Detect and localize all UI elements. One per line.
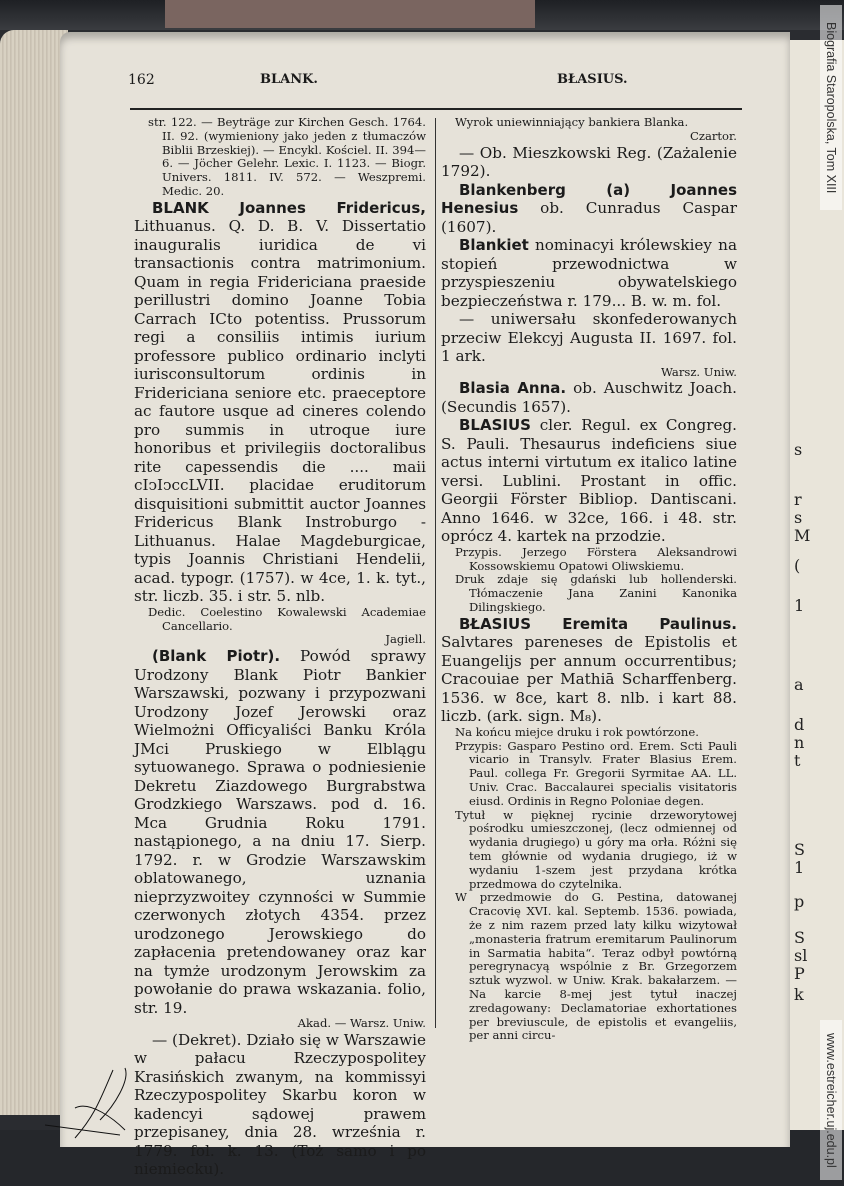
signature-mark [45, 1060, 135, 1140]
library-location: Czartor. [689, 128, 737, 143]
note-text: Na końcu miejce druku i rok powtórzone. [455, 724, 699, 739]
facing-page-fragment: S [794, 840, 805, 859]
facing-page-fragment: p [794, 892, 805, 911]
left-column [134, 116, 426, 1179]
entry-text: ob. Auschwitz Joach. (Secundis 1657). [441, 379, 737, 416]
note-text: Przypis: Gasparo Pestino ord. Erem. Scti Pauli vicario in Transylv. Frater Blasius Erem. Paul. collega Fr. Gregorii Syrmitae AA. LL. Univ. Crac. Baccalaurei specialis visitatoris eiusd. Ordinis in Regno Poloniae degen. [455, 738, 737, 808]
entry-headword: Blasia Anna. [459, 379, 567, 398]
bibliography-entry [441, 181, 737, 237]
note-text: Tytuł w pięknej rycinie drzeworytowej pośrodku umieszczonej, (lecz odmiennej od wydania drugiego) u góry ma orła. Różni się tem głównie od wydania drugiego, iż w wydaniu 1-szem jest przydana krótka przedmowa do czytelnika. [455, 807, 737, 891]
entry-headword: Blankiet [459, 236, 529, 255]
entry-paragraph: — uniwersału skonfederowanych przeciw Elekcyj Augusta II. 1697. fol. 1 ark. [441, 310, 737, 366]
facing-page-fragment: r [794, 490, 802, 509]
facing-page-fragment: a [794, 675, 804, 694]
entry-text: Powód sprawy Urodzony Blank Piotr Bankier Warszawski, pozwany i przypozwani Urodzony Jozef Jerowski oraz Wielmożni Officyaliści Banku Króla JMci Pruskiego w Elblągu sytuowanego. Sprawa o podniesienie Dekretu Ziazdowego Burgrabstwa Grodzkiego Warszaws. pod d. 16. Mca Grudnia Roku 1791. nastąpionego, a na dniu 17. Sierp. 1792. r. w Grodzie Warszawskim oblatowanego, uznania nieprzyzwoitey czynności w Summie czerwonych złotych 4354. przez urodzonego Jerowskiego do zapłacenia pretendowaney oraz kar na tymże urodzonym Jerowskim za powołanie do prawa wskazania. folio, str. 19. [134, 647, 426, 1017]
running-head-right: BŁASIUS. [557, 72, 628, 87]
library-location: Warsz. Uniw. [661, 364, 737, 379]
bibliography-entry [441, 379, 737, 416]
facing-page-fragment: t [794, 751, 801, 770]
facing-page-fragment: S [794, 928, 805, 947]
entry-text: nominacyi królewskiey na stopień przewodnictwa w przyspieszeniu obywatelskiego bezpieczeństwa r. 179... B. w. m. fol. [441, 236, 737, 310]
facing-page-fragment: M [794, 526, 811, 545]
facing-page-fragment: 1 [794, 596, 805, 615]
entry-text: Lithuanus. Q. D. B. V. Dissertatio inauguralis iuridica de vi transactionis contra matrimonium. Quam in regia Fridericiana praeside perillustri domino Joanne Tobia Carrach ICto potentiss. Prussorum regi a consiliis intimis iurium professore publico ordinario inclyti iurisconsultorum ordinis in Fridericiana seniore etc. praeceptore ac fautore usque ad cineres colendo pro summis in utroque iure honoribus et privilegiis doctoralibus rite capessendis die .... maii cIↄIↄccLVII. placidae eruditorum disquisitioni submittit auctor Joannes Fridericus Blank Instroburgo - Lithuanus. Halae Magdeburgicae, typis Joannis Christiani Hendelii, acad. typogr. (1757). w 4ce, 1. k. tyt., str. liczb. 35. i str. 5. nlb. [134, 217, 426, 606]
facing-page-fragment: P [794, 964, 805, 983]
entry-headword: (Blank Piotr). [152, 647, 281, 666]
note-text: Przypis. Jerzego Förstera Aleksandrowi Kossowskiemu Opatowi Oliwskiemu. [455, 544, 737, 573]
facing-page-fragment: ( [794, 556, 801, 575]
note-text: Druk zdaje się gdański lub hollenderski. Tłómaczenie Jana Zanini Kanonika Dilingskiego. [455, 572, 737, 615]
library-location: Jagiell. [385, 632, 426, 647]
bookmark-ribbon [165, 0, 535, 28]
website-label[interactable]: www.estreicher.uj.edu.pl [820, 1020, 842, 1180]
facing-page-fragment: k [794, 985, 804, 1004]
running-head-left: BLANK. [260, 72, 318, 87]
facing-page-fragment: sl [794, 946, 808, 965]
bibliography-entry [134, 647, 426, 1017]
facing-page-fragment: n [794, 733, 805, 752]
entry-headword: BLASIUS [459, 416, 531, 435]
right-column [441, 116, 737, 1043]
page-number: 162 [128, 72, 155, 88]
collection-label: Biografia Staropolska, Tom XIII [820, 5, 842, 210]
column-divider [435, 118, 436, 1028]
bibliography-entry [134, 199, 426, 606]
facing-page-fragment: d [794, 715, 805, 734]
library-location: Akad. — Warsz. Uniw. [297, 1016, 426, 1031]
entry-paragraph: — (Dekret). Działo się w Warszawie w pałacu Rzeczypospolitey Krasińskich zwanym, na kommissyi Rzeczypospolitey Skarbu koron w kadencyi sądowej prawem przepisaney, dnia 28. września r. 1779. fol. k. 13. (Toż samo i po niemiecku). [134, 1030, 426, 1179]
page-edges [0, 30, 68, 1115]
note-text: W przedmowie do G. Pestina, datowanej Cracovię XVI. kal. Septemb. 1536. powiada, że z nim razem przed laty kilku wizytował „monasteria fratrum eremitarum Paulinorum in Sarmatia habita“. Teraz odbył powtórną peregrynacyą wspólnie z Br. Grzegorzem sztuk wyzwol. w Uniw. Krak. bakałarzem. — Na karcie 8-mej jest tytuł inaczej zredagowany: Declamatoriae exhortationes per breviuscule, de epistolis et evangeliis, per anni circu- [455, 890, 737, 1043]
entry-text: ob. Cunradus Caspar (1607). [441, 199, 737, 236]
note-text: Wyrok uniewinniający bankiera Blanka. [455, 115, 689, 129]
entry-headword: BŁASIUS Eremita Paulinus. [459, 614, 737, 633]
facing-page-fragment: 1 [794, 858, 805, 877]
entry-text: cler. Regul. ex Congreg. S. Pauli. Thesaurus indeficiens siue actus interni virtutum ex italico latine versi. Lublini. Prostant in offic. Georgii Förster Bibliop. Dantiscani. Anno 1646. w 32ce, 166. i 48. str. oprócz 4. kartek na przodzie. [441, 416, 737, 546]
bibliography-entry [441, 416, 737, 546]
facing-page-fragment: s [794, 440, 803, 459]
entry-paragraph: — Ob. Mieszkowski Reg. (Zażalenie 1792). [441, 143, 737, 181]
note-text: Dedic. Coelestino Kowalewski Academiae Cancellario. [148, 604, 426, 633]
facing-page-fragment: s [794, 508, 803, 527]
header-rule [130, 108, 742, 110]
entry-text: Salvtares pareneses de Epistolis et Euangelijs per annum occurrentibus; Cracouiae per Mathiā Scharffenberg. 1536. w 8ce, kart 8. nlb. i kart 88. liczb. (ark. sign. M₈). [441, 633, 737, 726]
bibliography-entry [441, 615, 737, 726]
note-text: str. 122. — Beyträge zur Kirchen Gesch. 1764. II. 92. (wymieniony jako jeden z tłumaczów Biblii Brzeskiej). — Encykl. Kościel. II. 394—6. — Jöcher Gelehr. Lexic. I. 1123. — Biogr. Univers. 1811. IV. 572. — Weszpremi. Medic. 20. [148, 115, 426, 198]
bibliography-entry [441, 236, 737, 310]
entry-headword: Blankenberg (a) Joannes Henesius [441, 180, 737, 218]
entry-headword: BLANK Joannes Fridericus, [152, 198, 426, 217]
